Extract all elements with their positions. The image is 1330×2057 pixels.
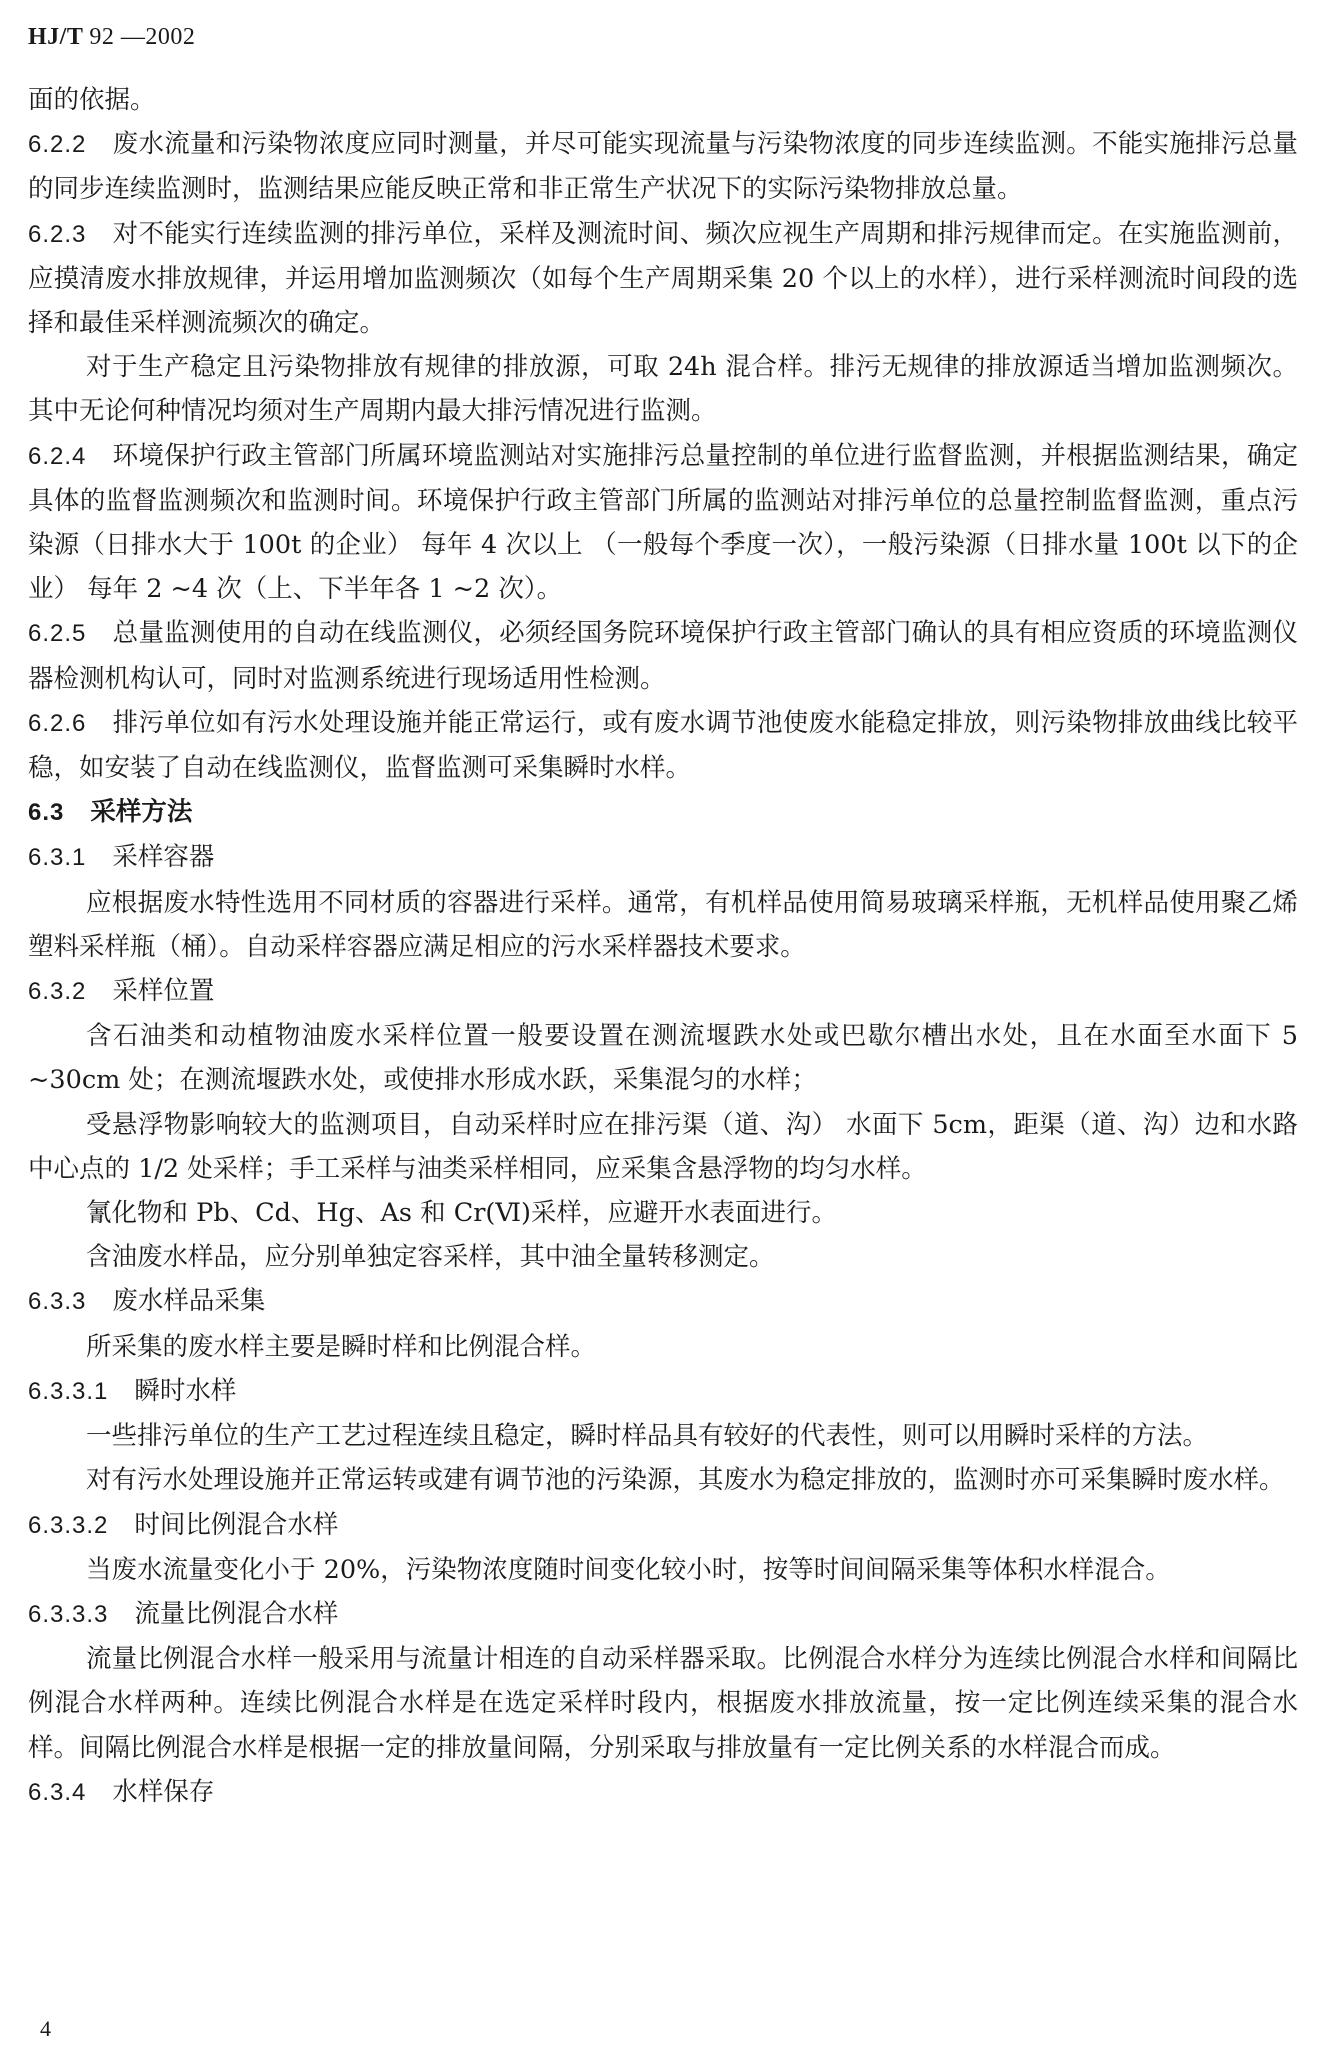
standard-header bbox=[28, 24, 195, 51]
heading-title: 采样容器 bbox=[112, 842, 215, 873]
clause-text: 环境保护行政主管部门所属环境监测站对实施排污总量控制的单位进行监督监测，并根据监测结果，确定具体的监督监测频次和监测时间。环境保护行政主管部门所属的监测站对排污单位的总量控制监督监测，重点污染源（日排水大于 100t 的企业） 每年 4 次以上 （一般每个季度一次），一般污染源（日排水量 100t 以下的企业） 每年 2 ~4 次（上、下半年各 1 ~2 次）。 bbox=[28, 440, 1298, 605]
heading-title: 采样位置 bbox=[112, 976, 215, 1007]
paragraph: 面的依据。 bbox=[28, 85, 156, 115]
clause-text: 排污单位如有污水处理设施并能正常运行，或有废水调节池使废水能稳定排放，则污染物排放曲线比较平稳，如安装了自动在线监测仪，监督监测可采集瞬时水样。 bbox=[28, 707, 1298, 784]
clause-number: 6.2.6 bbox=[28, 709, 87, 737]
section-heading bbox=[28, 1592, 1298, 1637]
document-body bbox=[28, 78, 1298, 1815]
section-heading bbox=[28, 969, 1298, 1014]
clause-number: 6.2.5 bbox=[28, 620, 87, 648]
clause-number: 6.3 bbox=[28, 799, 65, 827]
clause-number: 6.3.3.2 bbox=[28, 1511, 109, 1539]
heading-title: 采样方法 bbox=[90, 797, 193, 828]
clause-number: 6.3.3.3 bbox=[28, 1600, 109, 1628]
section-heading bbox=[28, 1770, 1298, 1815]
clause-text: 总量监测使用的自动在线监测仪，必须经国务院环境保护行政主管部门确认的具有相应资质的环境监测仪器检测机构认可，同时对监测系统进行现场适用性检测。 bbox=[28, 618, 1298, 694]
section-heading bbox=[28, 790, 1298, 835]
clause-number: 6.3.3 bbox=[28, 1288, 87, 1316]
indented-paragraph: 所采集的废水样主要是瞬时样和比例混合样。 bbox=[86, 1331, 597, 1362]
clause-number: 6.3.2 bbox=[28, 978, 87, 1006]
numbered-clause bbox=[28, 701, 1298, 790]
clause-number: 6.2.4 bbox=[28, 442, 87, 470]
heading-title: 废水样品采集 bbox=[112, 1286, 266, 1317]
heading-title: 水样保存 bbox=[112, 1776, 215, 1807]
indented-paragraph: 应根据废水特性选用不同材质的容器进行采样。通常，有机样品使用简易玻璃采样瓶，无机样品使用聚乙烯塑料采样瓶（桶）。自动采样容器应满足相应的污水采样器技术要求。 bbox=[28, 887, 1298, 962]
clause-number: 6.3.3.1 bbox=[28, 1377, 109, 1405]
page-number: 4 bbox=[40, 2016, 51, 2041]
section-heading bbox=[28, 835, 1298, 880]
section-heading bbox=[28, 1279, 1298, 1324]
numbered-clause bbox=[28, 434, 1298, 612]
standard-code: HJ/T bbox=[28, 24, 83, 50]
section-heading bbox=[28, 1369, 1298, 1414]
clause-number: 6.3.1 bbox=[28, 844, 87, 872]
heading-title: 瞬时水样 bbox=[134, 1375, 237, 1406]
indented-paragraph: 一些排污单位的生产工艺过程连续且稳定，瞬时样品具有较好的代表性，则可以用瞬时采样的方法。 bbox=[86, 1421, 1209, 1452]
indented-paragraph: 对有污水处理设施并正常运转或建有调节池的污染源，其废水为稳定排放的，监测时亦可采集瞬时废水样。 bbox=[86, 1465, 1285, 1496]
numbered-clause bbox=[28, 212, 1298, 346]
indented-paragraph: 流量比例混合水样一般采用与流量计相连的自动采样器采取。比例混合水样分为连续比例混合水样和间隔比例混合水样两种。连续比例混合水样是在选定采样时段内，根据废水排放流量，按一定比例连续采集的混合水样。间隔比例混合水样是根据一定的排放量间隔，分别采取与排放量有一定比例关系的水样混合而成。 bbox=[28, 1644, 1298, 1763]
clause-number: 6.2.2 bbox=[28, 131, 87, 159]
heading-title: 时间比例混合水样 bbox=[134, 1509, 339, 1540]
indented-paragraph: 氰化物和 Pb、Cd、Hg、As 和 Cr(Ⅵ)采样，应避开水表面进行。 bbox=[86, 1198, 837, 1229]
heading-title: 流量比例混合水样 bbox=[134, 1598, 339, 1629]
indented-paragraph: 受悬浮物影响较大的监测项目，自动采样时应在排污渠（道、沟） 水面下 5cm，距渠（道、沟）边和水路中心点的 1/2 处采样；手工采样与油类采样相同，应采集含悬浮物的均匀水样。 bbox=[28, 1109, 1298, 1184]
clause-text: 废水流量和污染物浓度应同时测量，并尽可能实现流量与污染物浓度的同步连续监测。不能实施排污总量的同步连续监测时，监测结果应能反映正常和非正常生产状况下的实际污染物排放总量。 bbox=[28, 129, 1298, 205]
clause-number: 6.3.4 bbox=[28, 1778, 87, 1806]
indented-paragraph: 含石油类和动植物油废水采样位置一般要设置在测流堰跌水处或巴歇尔槽出水处，且在水面至水面下 5 ~30cm 处；在测流堰跌水处，或使排水形成水跃，采集混匀的水样； bbox=[28, 1021, 1298, 1096]
clause-text: 对不能实行连续监测的排污单位，采样及测流时间、频次应视生产周期和排污规律而定。在实施监测前，应摸清废水排放规律，并运用增加监测频次（如每个生产周期采集 20 个以上的水样），进行采样测流时间段的选择和最佳采样测流频次的确定。 bbox=[28, 218, 1298, 339]
indented-paragraph: 对于生产稳定且污染物排放有规律的排放源，可取 24h 混合样。排污无规律的排放源适当增加监测频次。其中无论何种情况均须对生产周期内最大排污情况进行监测。 bbox=[28, 352, 1298, 427]
clause-number: 6.2.3 bbox=[28, 220, 87, 248]
indented-paragraph: 含油废水样品，应分别单独定容采样，其中油全量转移测定。 bbox=[86, 1242, 775, 1273]
indented-paragraph: 当废水流量变化小于 20%，污染物浓度随时间变化较小时，按等时间间隔采集等体积水样混合。 bbox=[86, 1554, 1171, 1585]
section-heading bbox=[28, 1503, 1298, 1548]
numbered-clause bbox=[28, 611, 1298, 700]
standard-number: 92 —2002 bbox=[89, 24, 196, 50]
numbered-clause bbox=[28, 122, 1298, 211]
